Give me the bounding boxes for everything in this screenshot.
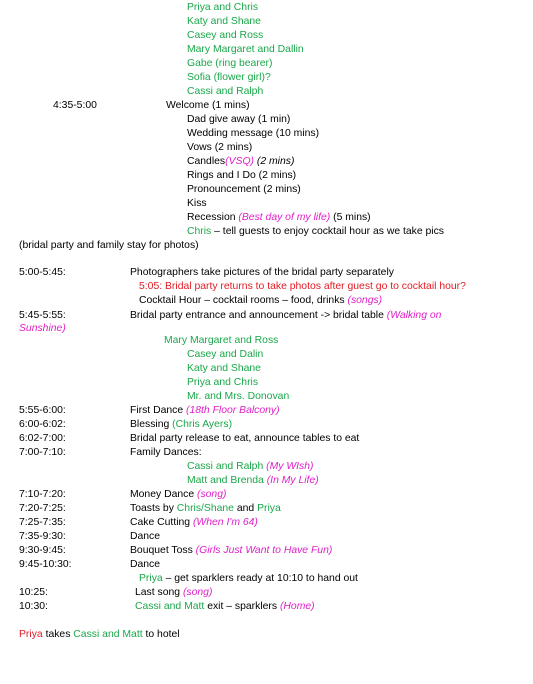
schedule-time: 5:55-6:00: [19, 405, 66, 416]
schedule-time: 6:02-7:00: [19, 433, 66, 444]
entrance-pair: Casey and Dalin [187, 349, 264, 360]
schedule-first-dance: First Dance (18th Floor Balcony) [130, 405, 280, 416]
ceremony-item: Rings and I Do (2 mins) [187, 170, 297, 181]
schedule-time: 10:25: [19, 587, 48, 598]
schedule-dance: Dance [130, 559, 161, 570]
schedule-time: 7:25-7:35: [19, 517, 66, 528]
ceremony-note: (bridal party and family stay for photos) [19, 240, 199, 251]
schedule-money-dance: Money Dance (song) [130, 489, 227, 500]
processional-item: Sofia (flower girl)? [187, 72, 271, 83]
ceremony-item-candles: Candles(VSQ) (2 mins) [187, 156, 295, 167]
ceremony-item: Kiss [187, 198, 207, 209]
schedule-bouquet: Bouquet Toss (Girls Just Want to Have Fun) [130, 545, 333, 556]
family-dance-item: Matt and Brenda (In My Life) [187, 475, 319, 486]
entrance-pair: Mary Margaret and Ross [164, 335, 279, 346]
schedule-sparklers: Priya – get sparklers ready at 10:10 to hand out [139, 573, 358, 584]
schedule-cake: Cake Cutting (When I'm 64) [130, 517, 258, 528]
ceremony-item: Vows (2 mins) [187, 142, 253, 153]
processional-item: Cassi and Ralph [187, 86, 264, 97]
ceremony-item: Pronouncement (2 mins) [187, 184, 301, 195]
schedule-time: 9:30-9:45: [19, 545, 66, 556]
schedule-toasts: Toasts by Chris/Shane and Priya [130, 503, 281, 514]
schedule-time: 6:00-6:02: [19, 419, 66, 430]
schedule-time: 7:35-9:30: [19, 531, 66, 542]
photos-text: Photographers take pictures of the bridal party separately [130, 267, 394, 278]
footer-note: Priya takes Cassi and Matt to hotel [19, 629, 180, 640]
processional-item: Mary Margaret and Dallin [187, 44, 304, 55]
schedule-last-song: Last song (song) [135, 587, 213, 598]
schedule-dance: Dance [130, 531, 161, 542]
entrance-pair: Mr. and Mrs. Donovan [187, 391, 290, 402]
ceremony-time: 4:35-5:00 [53, 100, 97, 111]
processional-item: Gabe (ring bearer) [187, 58, 273, 69]
cocktail-hour: Cocktail Hour – cocktail rooms – food, drinks (songs) [139, 295, 383, 306]
entrance-pair: Priya and Chris [187, 377, 259, 388]
ceremony-item: Dad give away (1 min) [187, 114, 291, 125]
processional-item: Casey and Ross [187, 30, 264, 41]
family-dance-item: Cassi and Ralph (My WIsh) [187, 461, 314, 472]
schedule-release: Bridal party release to eat, announce tables to eat [130, 433, 360, 444]
processional-item: Katy and Shane [187, 16, 261, 27]
ceremony-welcome: Welcome (1 mins) [166, 100, 250, 111]
schedule-time: 10:30: [19, 601, 48, 612]
entrance-text: Bridal party entrance and announcement -> bridal table (Walking on [130, 310, 442, 321]
entrance-song-cont: Sunshine) [19, 323, 66, 334]
schedule-exit: Cassi and Matt exit – sparklers (Home) [135, 601, 315, 612]
schedule-time: 9:45-10:30: [19, 559, 72, 570]
schedule-time: 7:10-7:20: [19, 489, 66, 500]
ceremony-item-recession: Recession (Best day of my life) (5 mins) [187, 212, 371, 223]
schedule-time: 7:20-7:25: [19, 503, 66, 514]
schedule-family-dances: Family Dances: [130, 447, 202, 458]
schedule-time: 7:00-7:10: [19, 447, 66, 458]
ceremony-item: Wedding message (10 mins) [187, 128, 320, 139]
schedule-blessing: Blessing (Chris Ayers) [130, 419, 233, 430]
entrance-pair: Katy and Shane [187, 363, 261, 374]
ceremony-item-chris: Chris – tell guests to enjoy cocktail hour as we take pics [187, 226, 445, 237]
photos-question: 5:05: Bridal party returns to take photos after guest go to cocktail hour? [139, 281, 466, 292]
entrance-time: 5:45-5:55: [19, 310, 66, 321]
processional-item: Priya and Chris [187, 2, 259, 13]
photos-time: 5:00-5:45: [19, 267, 66, 278]
